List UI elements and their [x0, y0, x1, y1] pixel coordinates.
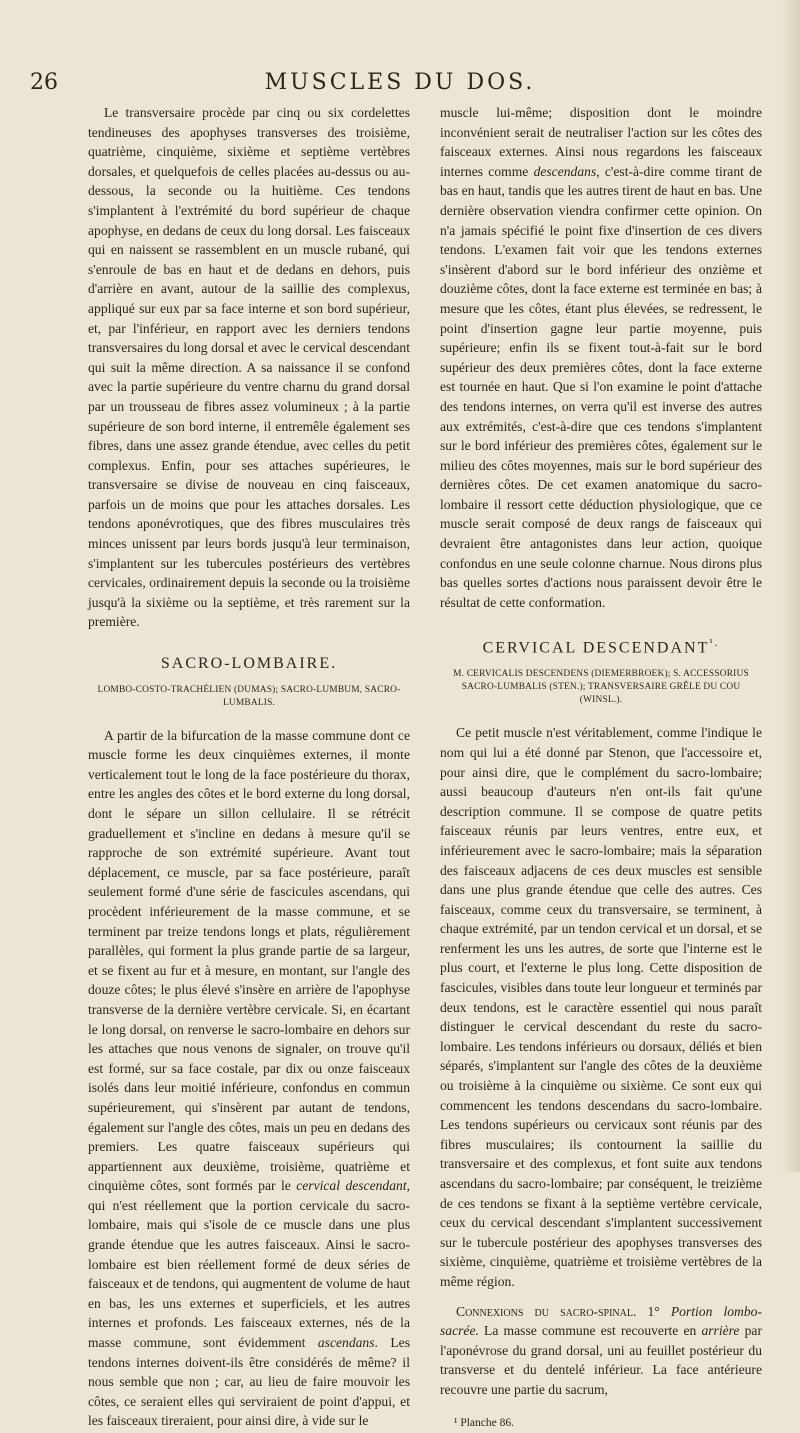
text-run: , qui n'est réellement que la portion cervicale du sacro-lombaire, mais qui s'isole de ce muscle dans une plus grande étendue que les autres faisceaux. Ainsi le sacro-lombaire est bien réellement formé de deux séries de faisceaux et de tendons, qui augmentent de volume de haut en bas, les uns externes et superficiels, et les autres internes et profonds. Les faisceaux externes, nés de la masse commune, sont évidemment [88, 1178, 410, 1351]
emphasis: arrière [701, 1323, 740, 1339]
text-run: par l'aponévrose du grand dorsal, uni au feuillet postérieur du transverse et du dentelé inférieur. La face antérieure recouvre une partie du sacrum, [440, 1323, 762, 1397]
text-run: La masse commune est recouverte en [478, 1323, 702, 1339]
footnote: ¹ Planche 86. [454, 1416, 514, 1429]
emphasis: Portion lombo-sacrée. [440, 1303, 762, 1339]
emphasis: ascendans [317, 1335, 375, 1351]
left-column [88, 103, 410, 1431]
paragraph-transversaire: Le transversaire procède par cinq ou six cordelettes tendineuses des apophyses transverses des troisième, quatrième, cinquième, sixième et septième vertèbres dorsales, et quelquefois de celles placées au-dessus ou au-dessous, la seconde ou la huitième. Ces tendons s'implantent à l'extrémité du bord supérieur de chaque apophyse, en dedans de ceux du long dorsal. Les faisceaux qui en naissent se rassemblent en un muscle rubané, qui s'enroule de bas en haut et de dedans en dehors, puis d'arrière en avant, autour de la saillie des complexus, appliqué sur eux par sa face interne et son bord supérieur, et, par l'inférieur, en rapport avec les derniers tendons transversaires du long dorsal et avec le cervical descendant qui suit la même direction. A sa naissance il se confond avec la partie supérieure du ventre charnu du grand dorsal par un trousseau de fibres assez volumineux ; à la partie supérieure de son bord interne, il entremêle également ses fibres, dans une assez grande étendue, avec celles du petit complexus. Enfin, pour ses attaches supérieures, le transversaire se divise de nouveau en cinq faisceaux, parfois un de moins que pour les attaches dorsales. Les tendons aponévrotiques, que des fibres musculaires très minces unissent par leurs bords jusqu'à leur terminaison, s'implantent sur les tubercules postérieurs des vertèbres cervicales, ordinairement depuis la seconde ou la troisième jusqu'à la sixième ou la septième, et très rarement sur la première. [88, 105, 410, 630]
page-edge-shadow [782, 0, 800, 1172]
text-run: A partir de la bifurcation de la masse commune dont ce muscle forme les deux cinquièmes externes, il monte verticalement tout le long de la face postérieure du thorax, entre les angles des côtes et le bord externe du long dorsal, dont le sépare un sillon cellulaire. Il se rétrécit graduellement et s'incline en dedans à mesure qu'il se rapproche de son extrémité supérieure. Avant tout déplacement, ce muscle, par sa face postérieure, paraît seulement formé d'une série de fascicules ascendans, qui procèdent inférieurement de la masse commune, et se terminent par treize tendons longs et plats, régulièrement parallèles, qui forment la plus grande partie de sa largeur, et se fixent au fur et à mesure, en montant, sur l'angle des douze côtes; le plus élevé s'insère en arrière de l'apophyse transverse de la dernière vertèbre cervicale. Si, en écartant le long dorsal, on renverse le sacro-lombaire en dehors sur les attaches que nous venons de signaler, on trouve qu'il est formé, sur sa face costale, par dix ou onze faisceaux isolés dans leur moitié inférieure, confondus en commun supérieurement, qui s'insèrent par autant de tendons, également sur l'angle des côtes, mais un peu en dedans des premiers. Les quatre faisceaux supérieurs qui appartiennent aux deuxième, troisième, quatrième et cinquième côtes, sont formés par le [88, 727, 410, 1194]
section-title-text: CERVICAL DESCENDANT [482, 639, 710, 657]
page-header [30, 70, 770, 98]
text-run: . Les tendons internes doivent-ils être considérés de même? il nous semble que non ; car, au lieu de faire mouvoir les côtes, ce seraient elles qui serviraient de point d'appui, et les faisceaux tireraient, pour ainsi dire, à vide sur le [88, 1335, 410, 1429]
paragraph-cervical-descendant: Ce petit muscle n'est véritablement, comme l'indique le nom qui lui a été donné par Stenon, que l'accessoire et, pour ainsi dire, que le complément du sacro-lombaire; aussi beaucoup d'auteurs n'en ont-ils fait qu'une description commune. Il se compose de quatre petits faisceaux réunis par leurs ventres, entre eux, et inférieurement avec le sacro-lombaire; mais la séparation des faisceaux adjacens de ces deux muscles est sensible dans une plus grande étendue que celle des autres. Ces faisceaux, comme ceux du transversaire, se terminent, à chaque extrémité, par un tendon cervical et un dorsal, et se renferment les uns les autres, de sorte que l'interne est le plus court, et l'externe le plus long. Cette disposition de fascicules, visibles dans toute leur longueur et terminés par deux tendons, est le caractère essentiel qui nous paraît distinguer le cervical descendant du reste du sacro-lombaire. Les tendons inférieurs ou dorsaux, déliés et bien séparés, s'implantent sur l'angle des côtes de la deuxième ou troisième à la cinquième ou sixième. Ce sont eux qui commencent les tendons descendans du sacro-lombaire. Les tendons supérieurs ou cervicaux sont réunis par des fibres musculaires; ils contournent la saillie du transversaire et des complexus, et font suite aux tendons ascendans du sacro-lombaire; par conséquent, le treizième de ces tendons se fixant à la septième vertèbre cervicale, ceux du cervical descendant s'implantent successivement sur le tubercule postérieur des apophyses transverses des sixième, cinquième, quatrième et troisième vertèbres de la même région. [440, 725, 762, 1289]
section-title-sacro-lombaire: SACRO-LOMBAIRE. [160, 655, 338, 673]
paragraph-connexions [440, 1302, 762, 1400]
running-title: MUSCLES DU DOS. [264, 70, 536, 95]
paragraph-sacro-lombaire [88, 726, 410, 1431]
footnote-mark: ¹. [709, 637, 720, 650]
emphasis: descendans [533, 163, 597, 179]
text-run: , c'est-à-dire comme tirant de bas en haut, tandis que les autres tirent de haut en bas. Une dernière observation viendra confirmer cette opinion. On n'a jamais spécifié le point fixe d'insertion de ces divers tendons. L'examen fait voir que les tendons externes s'insèrent d'abord sur le bord inférieur des onzième et douzième côtes, dont la face externe est terminée en bas; à mesure que les côtes, étant plus élevées, se redressent, le point d'insertion gagne leur partie moyenne, puis supérieure; enfin ils se fixent tout-à-fait sur le bord supérieur des deux premières côtes, dont la face externe est tournée en haut. Que si l'on examine le point d'attache des tendons internes, on verra qu'il est inverse des autres aux extrémités, c'est-à-dire que ces tendons s'implantent sur le bord inférieur des premières côtes, également sur le milieu des côtes moyennes, mais sur le bord supérieur des dernières côtes. De cet examen anatomique du sacro-lombaire il ressort cette déduction physiologique, que ce muscle serait composé de deux rangs de faisceaux qui devraient être antagonistes dans leur action, quoique confondus en une seule colonne charnue. Nous dirons plus bas quelles sortes d'actions nous paraissent devoir être le résultat de cette conformation. [440, 163, 762, 610]
emphasis: cervical descendant [296, 1178, 407, 1194]
connexions-label: Connexions du sacro-spinal. [456, 1303, 637, 1319]
right-column [440, 103, 762, 1433]
section-title-cervical-descendant [440, 634, 762, 658]
text-run: 1° [636, 1303, 671, 1319]
synonyms-sacro-lombaire: LOMBO-COSTO-TRACHÉLIEN (DUMAS); SACRO-LUMBUM, SACRO-LUMBALIS. [97, 684, 401, 708]
text-run: muscle lui-même; disposition dont le moindre inconvénient serait de neutraliser l'action sur les côtes des faisceaux externes. Ainsi nous regardons les faisceaux internes comme [440, 105, 762, 179]
synonyms-cervical-descendant: M. CERVICALIS DESCENDENS (DIEMERBROEK); S. ACCESSORIUS SACRO-LUMBALIS (STEN.); TRANSVERSAIRE GRÊLE DU COU (WINSL.). [453, 669, 749, 706]
page-number: 26 [30, 70, 58, 95]
paragraph-continuation [440, 103, 762, 612]
